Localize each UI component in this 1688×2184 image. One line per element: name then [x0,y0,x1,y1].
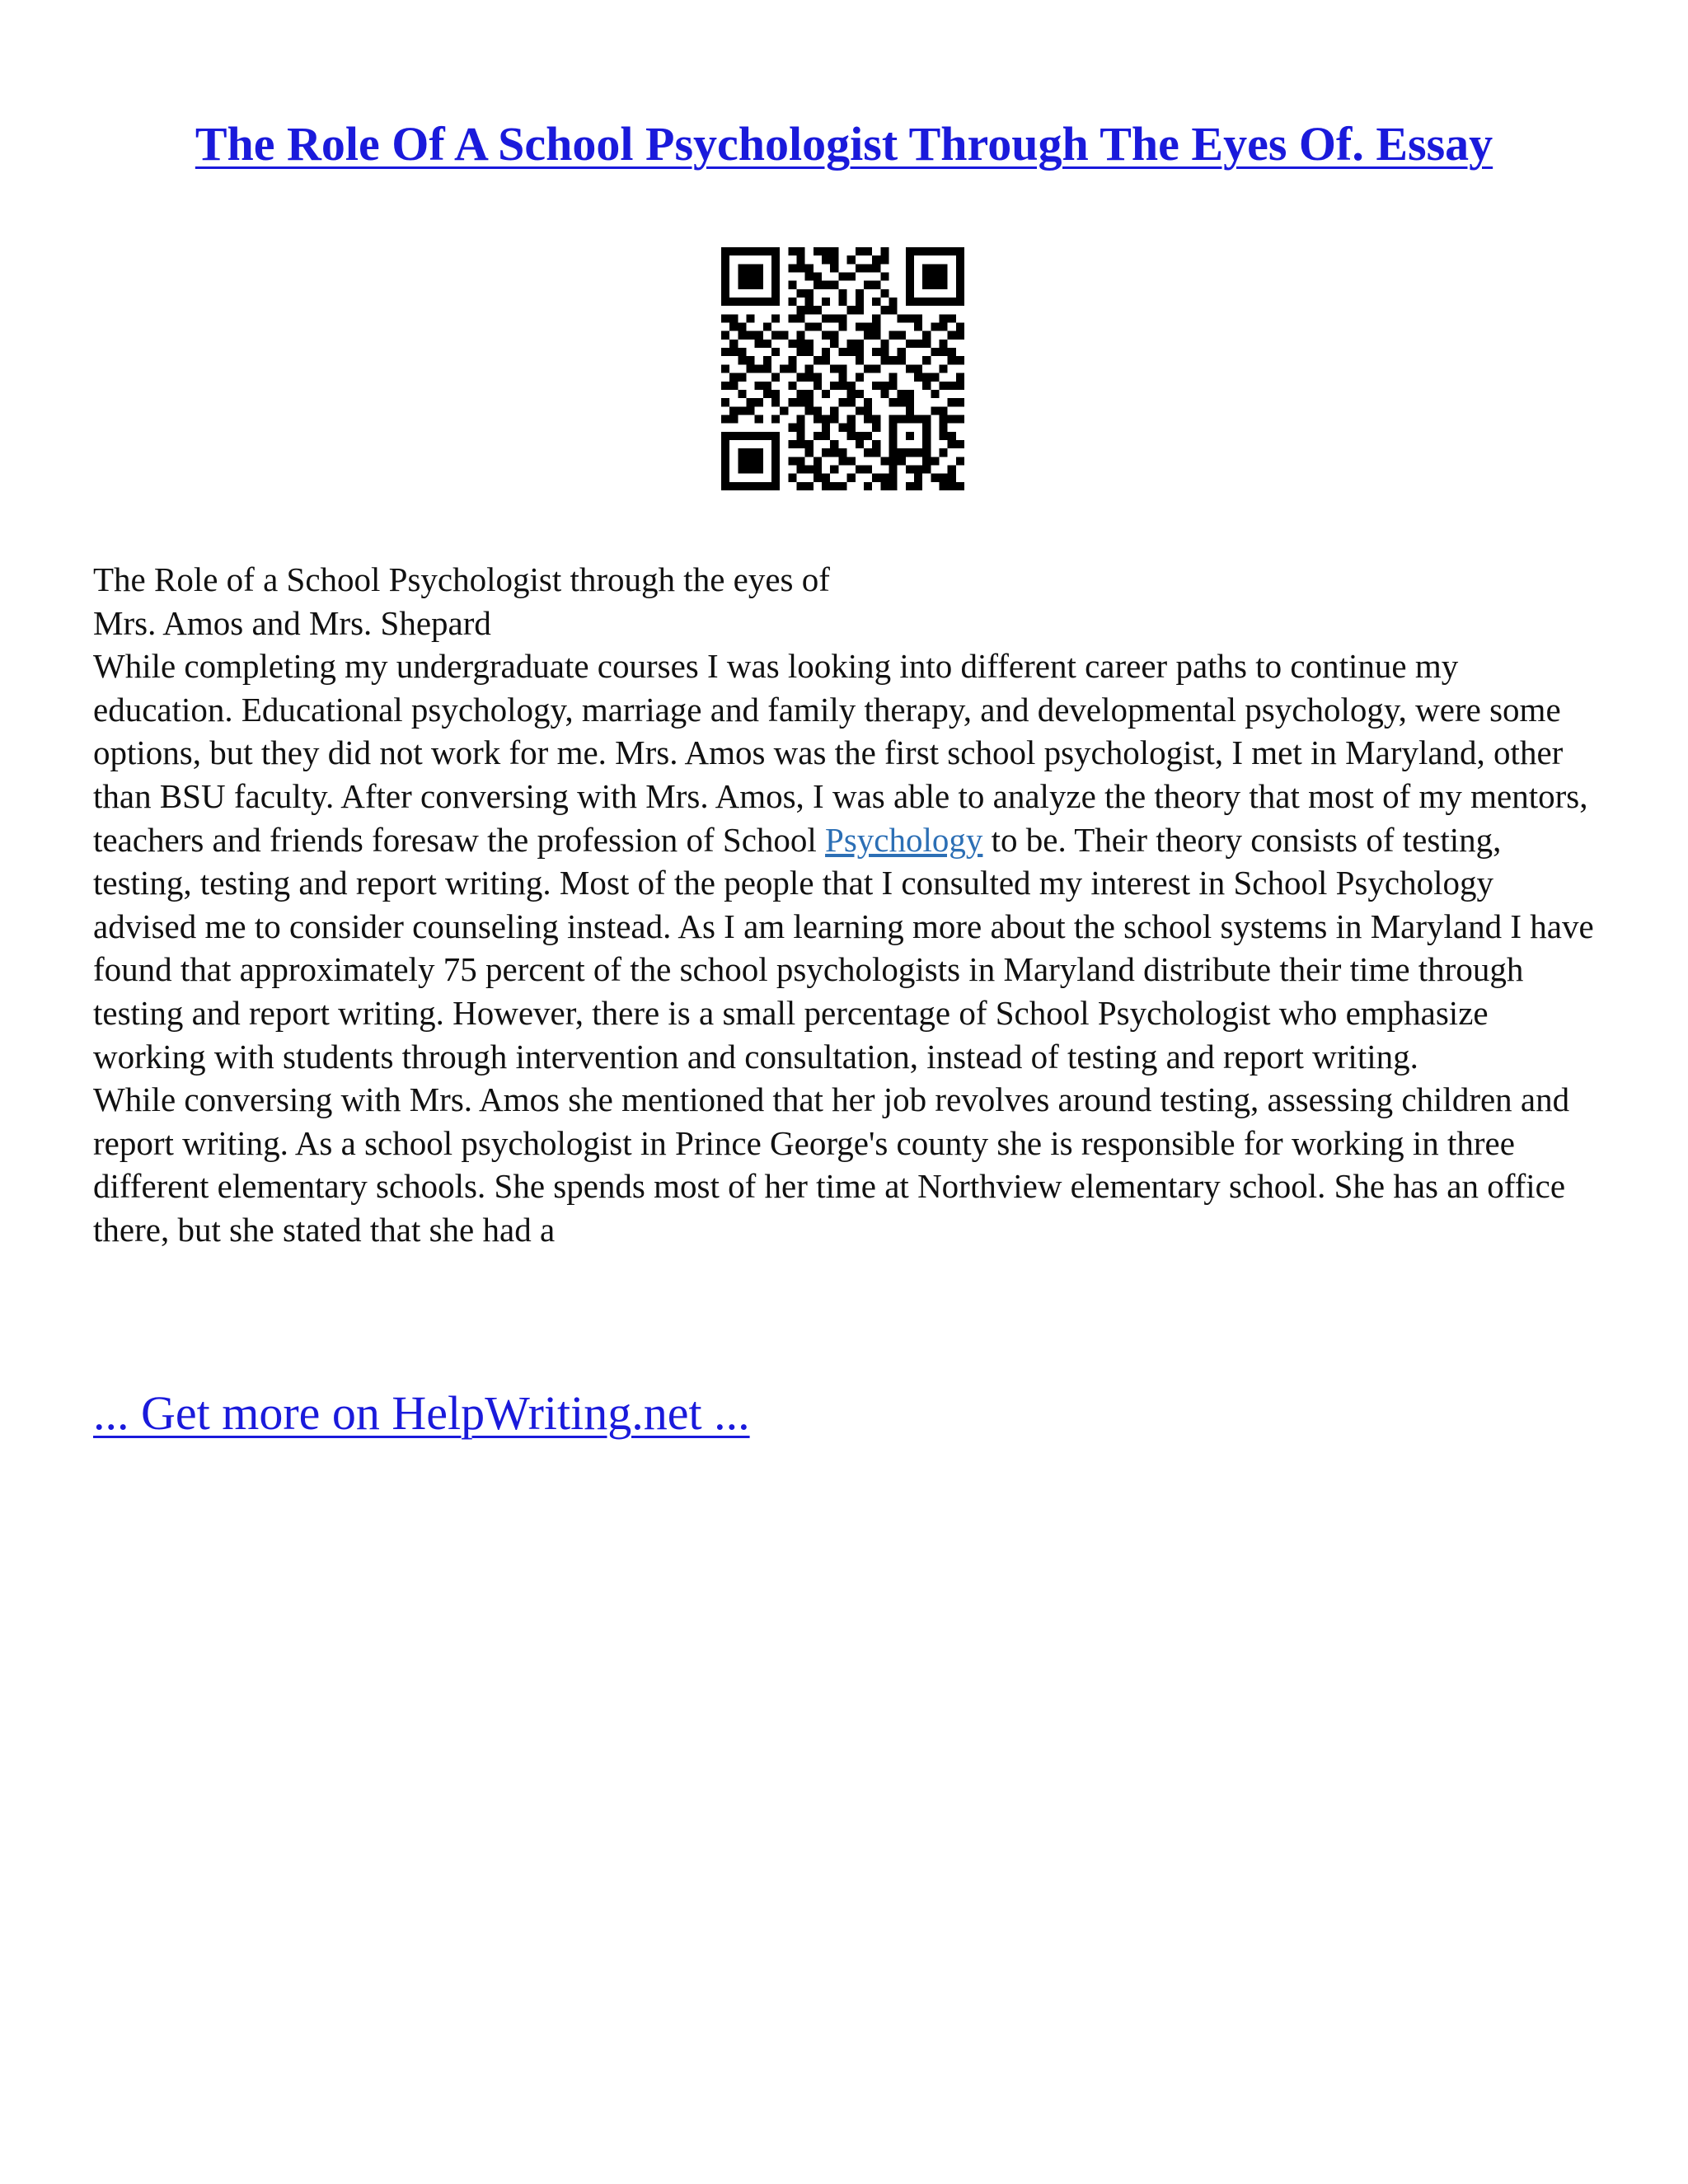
paragraph-1-text-b: to be. Their theory consists of testing, testing, testing and report writing. Most of the people that I consulted my interest in School Psychology advised me to consider counseling instead. As I am learning more about the school systems in Maryland I have found that approximately 75 percent of the school psychologists in Maryland distribute their time through testing and report writing. However, there is a small percentage of School Psychologist who emphasize working with students through intervention and consultation, instead of testing and report writing. [93,820,1594,1076]
paragraph-1 [93,644,1601,1078]
get-more-link[interactable]: ... Get more on HelpWriting.net ... [93,1386,750,1440]
document-title-link[interactable]: The Role Of A School Psychologist Through The Eyes Of. Essay [195,117,1493,171]
intro-line-1: The Role of a School Psychologist through the eyes of [93,560,830,598]
essay-body [93,558,1601,1252]
paragraph-2: While conversing with Mrs. Amos she mentioned that her job revolves around testing, assessing children and report writing. As a school psychologist in Prince George's county she is responsible for working in three different elementary schools. She spends most of her time at Northview elementary school. She has an office there, but she stated that she had a [93,1080,1570,1249]
psychology-link[interactable]: Psychology [825,820,983,859]
qr-code-icon [721,247,964,490]
paragraph-1-text-a: While completing my undergraduate courses I was looking into different career paths to continue my education. Educational psychology, marriage and family therapy, and developmental psychology, were some options, but they did not work for me. Mrs. Amos was the first school psychologist, I met in Maryland, other than BSU faculty. After conversing with Mrs. Amos, I was able to analyze the theory that most of my mentors, teachers and friends foresaw the profession of School [93,647,1588,859]
intro-line-2: Mrs. Amos and Mrs. Shepard [93,603,491,642]
